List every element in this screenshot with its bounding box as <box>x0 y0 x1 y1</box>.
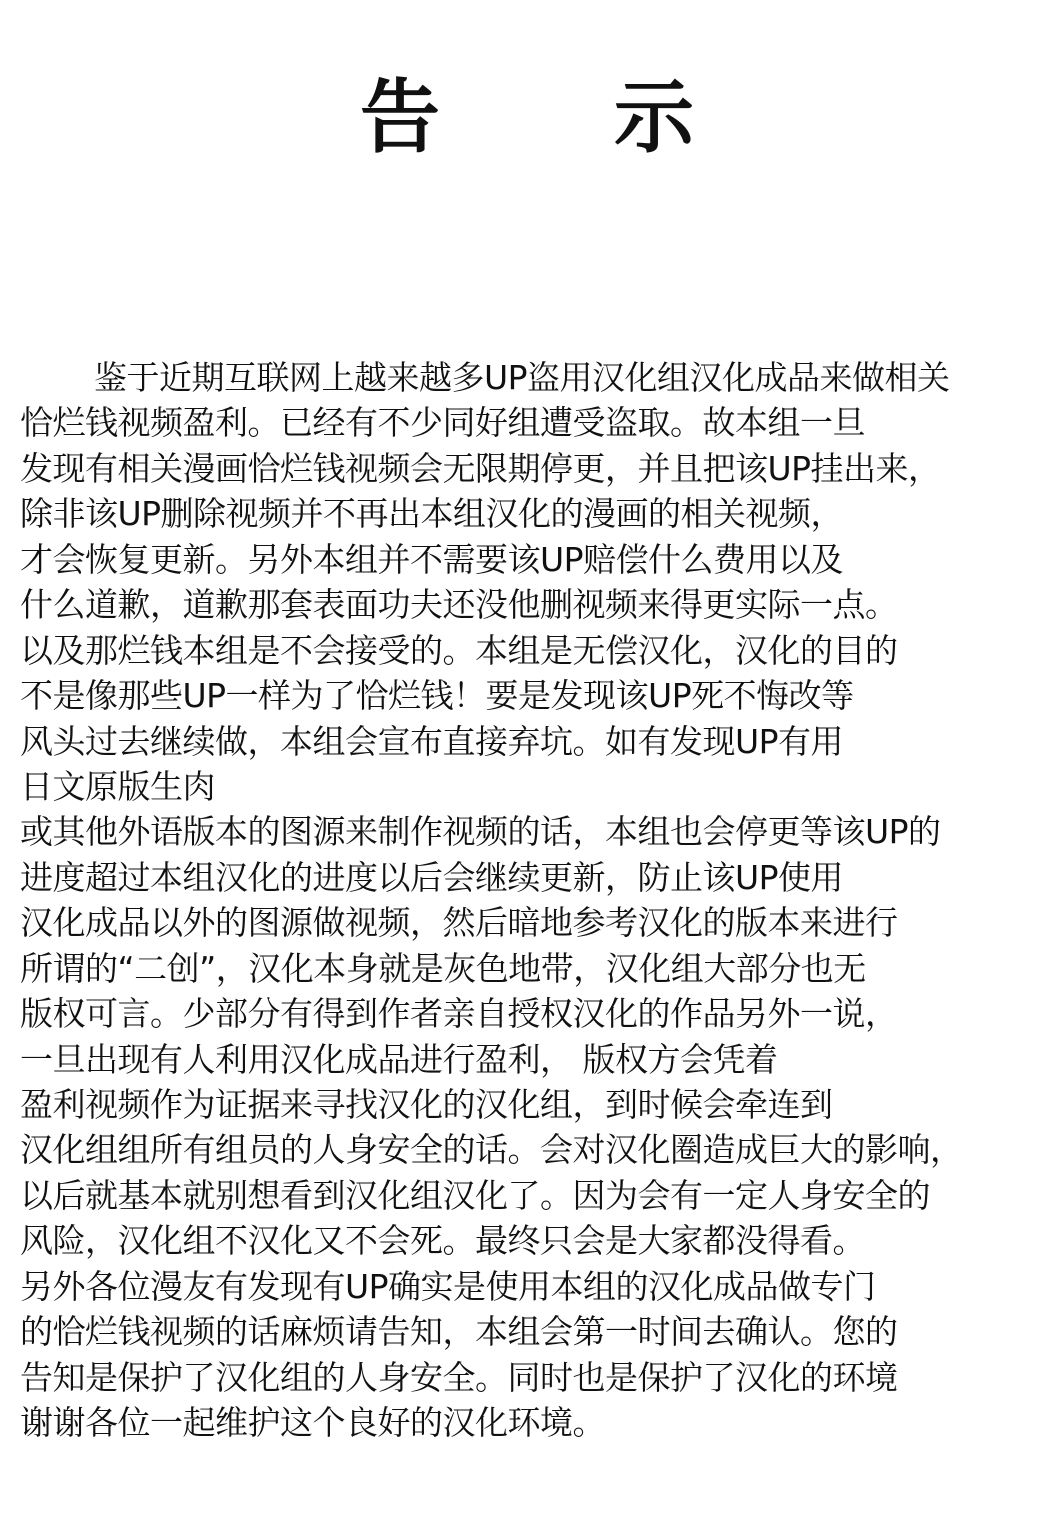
text-line: 的恰烂钱视频的话麻烦请告知，本组会第一时间去确认。您的 <box>20 1312 898 1352</box>
text-line: 汉化成品以外的图源做视频，然后暗地参考汉化的版本来进行 <box>20 903 898 943</box>
text-line: 鉴于近期互联网上越来越多UP盗用汉化组汉化成品来做相关 <box>94 358 950 397</box>
text-line: 日文原版生肉 <box>20 766 215 806</box>
text-line: 以后就基本就别想看到汉化组汉化了。因为会有一定人身安全的 <box>20 1175 930 1215</box>
text-line: 以及那烂钱本组是不会接受的。本组是无偿汉化，汉化的目的 <box>20 630 898 670</box>
text-line: 除非该UP删除视频并不再出本组汉化的漫画的相关视频， <box>20 494 844 534</box>
text-line: 才会恢复更新。另外本组并不需要该UP赔偿什么费用以及 <box>20 539 844 579</box>
text-line: 发现有相关漫画恰烂钱视频会无限期停更，并且把该UP挂出来， <box>20 448 941 488</box>
text-line: 或其他外语版本的图源来制作视频的话，本组也会停更等该UP的 <box>20 812 941 852</box>
text-line: 所谓的“二创”，汉化本身就是灰色地带，汉化组大部分也无 <box>20 948 866 988</box>
text-line: 风头过去继续做，本组会宣布直接弃坑。如有发现UP有用 <box>20 721 844 761</box>
text-line: 风险，汉化组不汉化又不会死。最终只会是大家都没得看。 <box>20 1221 865 1261</box>
text-line: 恰烂钱视频盈利。已经有不少同好组遭受盗取。故本组一旦 <box>20 403 865 443</box>
title-char-1: 告 <box>360 71 440 164</box>
text-line: 另外各位漫友有发现有UP确实是使用本组的汉化成品做专门 <box>20 1266 876 1306</box>
text-line: 版权可言。少部分有得到作者亲自授权汉化的作品另外一说， <box>20 994 898 1034</box>
text-line: 汉化组组所有组员的人身安全的话。会对汉化圈造成巨大的影响， <box>20 1130 963 1170</box>
text-line: 盈利视频作为证据来寻找汉化的汉化组，到时候会牵连到 <box>20 1085 833 1124</box>
notice-body <box>20 355 1059 1446</box>
title-char-2: 示 <box>614 71 694 164</box>
notice-title <box>0 68 1059 168</box>
text-line: 不是像那些UP一样为了恰烂钱！要是发现该UP死不悔改等 <box>20 676 854 716</box>
text-line: 进度超过本组汉化的进度以后会继续更新，防止该UP使用 <box>20 857 844 897</box>
text-line: 谢谢各位一起维护这个良好的汉化环境。 <box>20 1403 605 1443</box>
text-line: 什么道歉，道歉那套表面功夫还没他删视频来得更实际一点。 <box>20 585 898 625</box>
text-line: 告知是保护了汉化组的人身安全。同时也是保护了汉化的环境 <box>20 1357 898 1397</box>
text-line: 一旦出现有人利用汉化成品进行盈利， 版权方会凭着 <box>20 1039 778 1079</box>
